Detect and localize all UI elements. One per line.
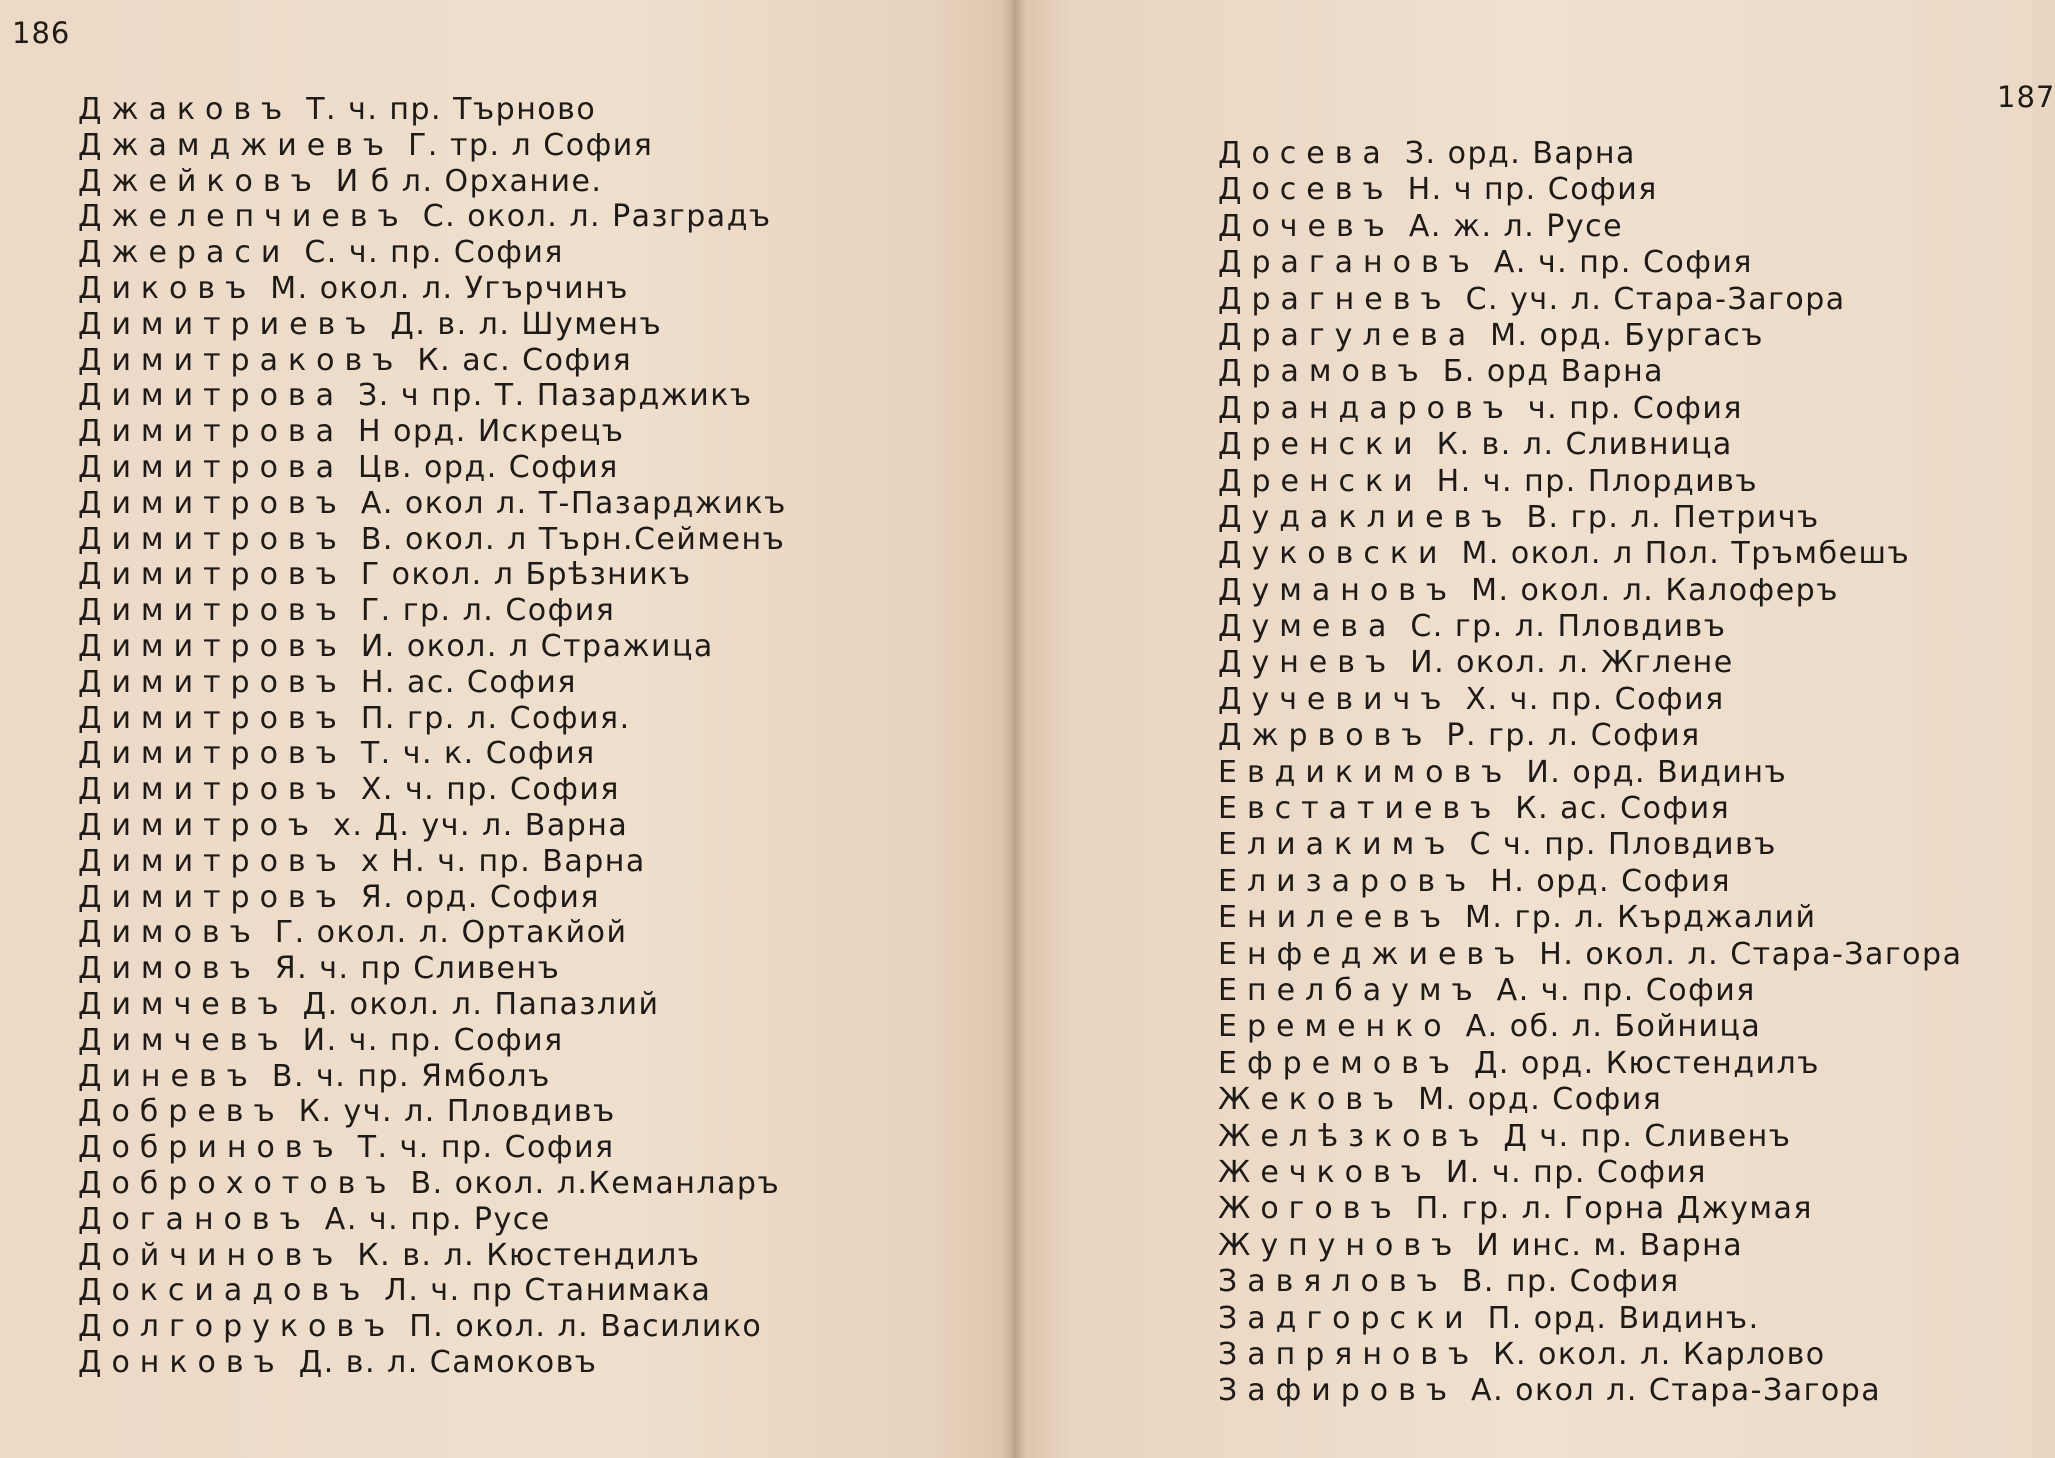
entry-details: Н орд. Искрецъ: [358, 414, 625, 450]
page-number-left: 186: [12, 16, 71, 50]
entry-surname: Димитровъ: [78, 843, 347, 879]
directory-entry: [1218, 973, 1962, 1009]
directory-entry: [78, 736, 787, 772]
entry-surname: Дренски: [1218, 463, 1423, 499]
entry-details: Т. ч. к. София: [360, 736, 596, 772]
entry-surname: Дойчиновъ: [78, 1237, 344, 1273]
entry-surname: Драндаровъ: [1218, 390, 1514, 426]
right-page: [1010, 0, 2032, 1458]
entry-details: С. окол. л. Разградъ: [422, 199, 772, 235]
directory-entry: [1218, 1155, 1962, 1191]
entry-details: Г. окол. л. Ортакйой: [274, 915, 628, 951]
directory-entry: [1218, 172, 1962, 208]
entry-surname: Димитриевъ: [78, 306, 377, 342]
entry-surname: Думановъ: [1218, 572, 1458, 608]
left-page: [0, 0, 1010, 1458]
directory-entry: [78, 486, 787, 522]
entry-surname: Енфеджиевъ: [1218, 936, 1526, 972]
entry-surname: Добревъ: [78, 1094, 285, 1130]
entry-surname: Задгорски: [1218, 1300, 1474, 1336]
directory-entry: [1218, 282, 1962, 318]
entry-surname: Диковъ: [78, 270, 257, 306]
directory-entry: [78, 844, 787, 880]
entry-details: В. гр. л. Петричъ: [1526, 499, 1820, 535]
directory-entry: [78, 557, 787, 593]
entry-surname: Думева: [1218, 609, 1397, 645]
entry-details: М. окол. л. Калоферъ: [1471, 572, 1839, 608]
directory-entry: [1218, 1301, 1962, 1337]
entry-surname: Дудаклиевъ: [1218, 499, 1513, 535]
entry-surname: Досева: [1218, 136, 1391, 171]
directory-entry: [78, 235, 787, 271]
entry-details: Д ч. пр. Сливенъ: [1503, 1118, 1792, 1154]
entry-surname: Джелепчиевъ: [78, 199, 409, 235]
entry-details: А. об. л. Бойница: [1465, 1009, 1762, 1045]
directory-entry: [1218, 791, 1962, 827]
entry-surname: Димитровъ: [78, 628, 347, 664]
entry-surname: Димитроъ: [78, 807, 320, 843]
entry-details: И инс. м. Варна: [1476, 1227, 1744, 1263]
entry-surname: Елиакимъ: [1218, 827, 1456, 863]
entry-surname: Драгановъ: [1218, 245, 1480, 281]
directory-entry: [1218, 427, 1962, 463]
entry-details: Н. орд. София: [1490, 863, 1732, 899]
directory-entry: [1218, 1264, 1962, 1300]
page-number-right: 187: [1997, 80, 2055, 114]
entry-details: Р. гр. л. София: [1446, 718, 1701, 754]
directory-entry: [1218, 209, 1962, 245]
directory-entry: [1218, 1191, 1962, 1227]
directory-entry: [1218, 391, 1962, 427]
entry-surname: Джейковъ: [78, 163, 322, 199]
entry-details: Г. тр. л София: [408, 127, 654, 163]
entry-details: З. ч пр. Т. Пазарджикъ: [358, 378, 753, 414]
entry-surname: Димовъ: [78, 915, 261, 951]
entry-surname: Завяловъ: [1218, 1264, 1448, 1300]
directory-entry: [78, 343, 787, 379]
entry-details: К. ас. София: [1515, 791, 1731, 827]
entry-surname: Доксиадовъ: [78, 1273, 371, 1309]
directory-entry: [78, 772, 787, 808]
entry-details: И. орд. Видинъ: [1526, 754, 1788, 790]
directory-entry: [78, 92, 787, 128]
directory-entry: [1218, 718, 1962, 754]
entry-surname: Добриновъ: [78, 1130, 344, 1166]
entry-details: К. окол. л. Карлово: [1493, 1336, 1826, 1372]
entry-surname: Еременко: [1218, 1009, 1452, 1045]
entry-surname: Димитровъ: [78, 521, 347, 557]
entry-details: М. орд. Бургасъ: [1490, 317, 1764, 353]
entry-surname: Жупуновъ: [1218, 1227, 1463, 1263]
entry-surname: Димитровъ: [78, 772, 347, 808]
directory-entry: [78, 951, 787, 987]
entry-surname: Джрвовъ: [1218, 718, 1433, 754]
directory-entry: [78, 1345, 787, 1381]
entry-surname: Евдикимовъ: [1218, 754, 1513, 790]
entry-details: Я. орд. София: [360, 879, 600, 915]
directory-entry: [1218, 245, 1962, 281]
directory-entry: [1218, 136, 1962, 172]
entry-surname: Досевъ: [1218, 172, 1394, 208]
entry-details: Т. ч. пр. София: [357, 1130, 615, 1166]
entry-surname: Доброхотовъ: [78, 1165, 397, 1201]
entry-surname: Джаковъ: [78, 92, 293, 127]
directory-entry: [78, 1023, 787, 1059]
entry-details: А. окол л. Стара-Загора: [1471, 1373, 1882, 1409]
directory-entry: [78, 1273, 787, 1309]
directory-entry: [78, 307, 787, 343]
directory-entry: [78, 1166, 787, 1202]
entry-details: С. уч. л. Стара-Загора: [1465, 281, 1846, 317]
entry-surname: Джамджиевъ: [78, 127, 395, 163]
entry-details: Л. ч. пр Станимака: [384, 1273, 712, 1309]
directory-entry: [1218, 645, 1962, 681]
directory-entry: [1218, 609, 1962, 645]
directory-entry: [78, 128, 787, 164]
entry-surname: Димитрова: [78, 378, 345, 414]
directory-entry: [1218, 1009, 1962, 1045]
entry-surname: Димитровъ: [78, 485, 347, 521]
entry-surname: Запряновъ: [1218, 1336, 1480, 1372]
entry-surname: Дуковски: [1218, 536, 1448, 572]
entry-details: В. пр. София: [1461, 1264, 1680, 1300]
directory-entry: [78, 1059, 787, 1095]
directory-entry: [78, 987, 787, 1023]
entry-surname: Димитровъ: [78, 879, 347, 915]
entry-details: С. гр. л. Пловдивъ: [1410, 609, 1727, 645]
entry-details: Х. ч. пр. София: [1465, 681, 1725, 717]
entry-surname: Желѣзковъ: [1218, 1118, 1490, 1154]
entry-surname: Ефремовъ: [1218, 1045, 1460, 1081]
directory-entry: [1218, 1228, 1962, 1264]
entry-surname: Епелбаумъ: [1218, 972, 1483, 1008]
entry-surname: Джераси: [78, 235, 291, 271]
directory-entry: [78, 880, 787, 916]
entry-surname: Жечковъ: [1218, 1154, 1432, 1190]
entry-surname: Жековъ: [1218, 1082, 1405, 1118]
entry-details: А. ч. пр. София: [1496, 972, 1756, 1008]
entry-surname: Диневъ: [78, 1058, 258, 1094]
directory-entry: [78, 1309, 787, 1345]
entry-surname: Жоговъ: [1218, 1191, 1402, 1227]
directory-entry: [78, 701, 787, 737]
entry-details: З. орд. Варна: [1404, 136, 1636, 171]
entry-details: М. окол. л. Угърчинъ: [270, 270, 629, 306]
entry-surname: Димчевъ: [78, 986, 289, 1022]
entry-details: Д. в. л. Самоковъ: [298, 1344, 598, 1380]
entry-surname: Димитровъ: [78, 593, 347, 629]
entry-details: А. ч. пр. Русе: [324, 1201, 551, 1237]
directory-entry: [78, 1238, 787, 1274]
directory-entry: [78, 164, 787, 200]
entry-details: К. в. л. Кюстендилъ: [357, 1237, 701, 1273]
entry-details: Н. окол. л. Стара-Загора: [1539, 936, 1963, 972]
entry-details: С. ч. пр. София: [304, 235, 564, 271]
entry-surname: Дренски: [1218, 427, 1423, 463]
entry-surname: Евстатиевъ: [1218, 791, 1502, 827]
entry-details: П. гр. л. Горна Джумая: [1415, 1191, 1813, 1227]
directory-entry: [1218, 318, 1962, 354]
directory-entry: [78, 1130, 787, 1166]
entry-details: М. орд. София: [1418, 1082, 1663, 1118]
entry-details: А. ж. л. Русе: [1408, 208, 1624, 244]
directory-entry: [1218, 536, 1962, 572]
entry-details: В. окол. л.Кеманларъ: [410, 1165, 781, 1201]
entry-details: Т. ч. пр. Търново: [306, 92, 597, 127]
entry-details: х. Д. уч. л. Варна: [333, 807, 629, 843]
directory-entry: [78, 665, 787, 701]
entry-details: И б л. Орхание.: [335, 163, 603, 199]
directory-entry: [1218, 900, 1962, 936]
directory-entry: [1218, 937, 1962, 973]
directory-entry: [78, 593, 787, 629]
entry-details: А. окол л. Т-Пазарджикъ: [360, 485, 787, 521]
entry-details: х Н. ч. пр. Варна: [360, 843, 646, 879]
entry-surname: Димитрова: [78, 414, 345, 450]
entry-surname: Димчевъ: [78, 1022, 289, 1058]
entry-details: Х. ч. пр. София: [360, 772, 620, 808]
entry-surname: Димитраковъ: [78, 342, 404, 378]
directory-entry: [1218, 1337, 1962, 1373]
directory-entry: [78, 1202, 787, 1238]
directory-entry: [1218, 354, 1962, 390]
entry-details: К. ас. София: [417, 342, 633, 378]
book-gutter: [1000, 0, 1026, 1458]
entry-surname: Димовъ: [78, 951, 261, 987]
left-entry-list: [78, 92, 787, 1381]
directory-entry: [78, 378, 787, 414]
entry-details: Я. ч. пр Сливенъ: [274, 951, 561, 987]
entry-surname: Драмовъ: [1218, 354, 1429, 390]
directory-entry: [78, 199, 787, 235]
entry-details: И. окол. л Стражица: [360, 628, 714, 664]
directory-entry: [78, 450, 787, 486]
entry-surname: Димитровъ: [78, 700, 347, 736]
entry-details: М. гр. л. Кърджалий: [1465, 900, 1817, 936]
entry-details: П. гр. л. София.: [360, 700, 631, 736]
entry-details: Д. в. л. Шуменъ: [390, 306, 663, 342]
directory-entry: [1218, 682, 1962, 718]
entry-surname: Драгневъ: [1218, 281, 1452, 317]
directory-entry: [1218, 1082, 1962, 1118]
entry-details: К. уч. л. Пловдивъ: [298, 1094, 616, 1130]
directory-entry: [1218, 500, 1962, 536]
entry-details: Г окол. л Брѣзникъ: [360, 557, 692, 593]
directory-entry: [1218, 1046, 1962, 1082]
entry-surname: Дучевичъ: [1218, 681, 1452, 717]
entry-surname: Дуневъ: [1218, 645, 1397, 681]
directory-entry: [1218, 755, 1962, 791]
entry-details: ч. пр. София: [1527, 390, 1743, 426]
entry-details: С ч. пр. Пловдивъ: [1469, 827, 1777, 863]
directory-entry: [78, 271, 787, 307]
directory-entry: [1218, 827, 1962, 863]
entry-surname: Дочевъ: [1218, 208, 1395, 244]
directory-entry: [1218, 1119, 1962, 1155]
entry-details: Д. орд. Кюстендилъ: [1473, 1045, 1820, 1081]
directory-entry: [1218, 464, 1962, 500]
entry-details: Н. ч пр. София: [1407, 172, 1658, 208]
entry-surname: Зафировъ: [1218, 1373, 1458, 1409]
entry-surname: Енилеевъ: [1218, 900, 1452, 936]
entry-surname: Драгулева: [1218, 317, 1477, 353]
directory-entry: [1218, 864, 1962, 900]
directory-entry: [78, 1094, 787, 1130]
directory-entry: [78, 522, 787, 558]
entry-details: Д. окол. л. Папазлий: [302, 986, 660, 1022]
entry-surname: Догановъ: [78, 1201, 311, 1237]
entry-surname: Димитровъ: [78, 664, 347, 700]
entry-details: П. окол. л. Василико: [409, 1309, 763, 1345]
entry-details: М. окол. л Пол. Тръмбешъ: [1461, 536, 1911, 572]
entry-details: В. ч. пр. Ямболъ: [271, 1058, 551, 1094]
entry-details: П. орд. Видинъ.: [1487, 1300, 1760, 1336]
directory-entry: [78, 808, 787, 844]
entry-details: И. ч. пр. София: [1445, 1154, 1707, 1190]
entry-details: Цв. орд. София: [358, 449, 619, 485]
entry-details: И. окол. л. Жглене: [1410, 645, 1734, 681]
entry-details: И. ч. пр. София: [302, 1022, 564, 1058]
entry-details: Г. гр. л. София: [360, 593, 616, 629]
entry-surname: Димитровъ: [78, 557, 347, 593]
entry-details: В. окол. л Търн.Сейменъ: [360, 521, 786, 557]
entry-surname: Донковъ: [78, 1344, 285, 1380]
directory-entry: [78, 414, 787, 450]
entry-details: К. в. л. Сливница: [1436, 427, 1733, 463]
right-entry-list: [1218, 136, 1962, 1410]
entry-details: Н. ч. пр. Плордивъ: [1436, 463, 1759, 499]
directory-entry: [1218, 1373, 1962, 1409]
entry-surname: Димитровъ: [78, 736, 347, 772]
entry-details: Н. ас. София: [360, 664, 577, 700]
directory-entry: [78, 629, 787, 665]
directory-entry: [1218, 573, 1962, 609]
entry-surname: Димитрова: [78, 449, 345, 485]
entry-surname: Долгоруковъ: [78, 1309, 396, 1345]
directory-entry: [78, 915, 787, 951]
entry-details: Б. орд Варна: [1442, 354, 1665, 390]
entry-details: А. ч. пр. София: [1493, 245, 1753, 281]
entry-surname: Елизаровъ: [1218, 863, 1477, 899]
